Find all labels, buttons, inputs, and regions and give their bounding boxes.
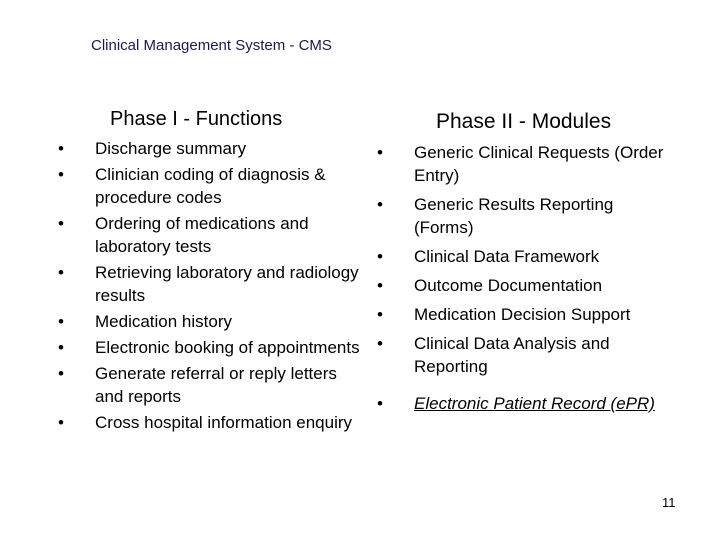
bullet-icon: • xyxy=(377,305,383,324)
epr-link-text[interactable]: Electronic Patient Record (ePR) xyxy=(414,394,655,413)
phase-one-heading: Phase I - Functions xyxy=(110,108,283,130)
bullet-icon: • xyxy=(58,364,64,383)
list-item xyxy=(377,245,677,268)
list-item-text: Generic Results Reporting (Forms) xyxy=(414,195,614,237)
bullet-icon: • xyxy=(58,413,64,432)
bullet-icon: • xyxy=(58,312,64,331)
list-item-text: Medication history xyxy=(95,312,233,331)
list-item xyxy=(377,193,677,239)
bullet-icon: • xyxy=(58,338,64,357)
list-item xyxy=(58,163,363,209)
list-item-text: Ordering of medications and laboratory tests xyxy=(95,214,309,256)
list-item-text: Generate referral or reply letters and reports xyxy=(95,364,337,406)
bullet-icon: • xyxy=(377,143,383,162)
phase-two-heading: Phase II - Modules xyxy=(436,110,612,133)
list-item xyxy=(58,310,363,333)
page-number: 11 xyxy=(662,495,676,510)
bullet-icon: • xyxy=(58,214,64,233)
list-item-text: Medication Decision Support xyxy=(414,305,631,324)
list-item xyxy=(58,261,363,307)
slide-header-title: Clinical Management System - CMS xyxy=(91,37,332,54)
list-item xyxy=(377,303,677,326)
phase-two-module-list xyxy=(377,141,677,421)
list-item xyxy=(58,137,363,160)
list-item-text: Clinician coding of diagnosis & procedure codes xyxy=(95,165,326,207)
list-item xyxy=(58,336,363,359)
list-item xyxy=(377,274,677,297)
list-item-text: Retrieving laboratory and radiology results xyxy=(95,263,359,305)
list-item-text: Outcome Documentation xyxy=(414,276,603,295)
list-item xyxy=(377,141,677,187)
list-item-text: Discharge summary xyxy=(95,139,247,158)
list-item xyxy=(58,362,363,408)
list-item-text: Electronic booking of appointments xyxy=(95,338,360,357)
bullet-icon: • xyxy=(377,247,383,266)
bullet-icon: • xyxy=(377,334,383,353)
list-item-text: Generic Clinical Requests (Order Entry) xyxy=(414,143,664,185)
phase-one-function-list xyxy=(58,137,363,437)
bullet-icon: • xyxy=(58,165,64,184)
list-item xyxy=(377,332,677,378)
bullet-icon: • xyxy=(377,394,383,413)
list-item-text: Clinical Data Framework xyxy=(414,247,600,266)
bullet-icon: • xyxy=(377,276,383,295)
bullet-icon: • xyxy=(58,139,64,158)
bullet-icon: • xyxy=(58,263,64,282)
list-item-text: Clinical Data Analysis and Reporting xyxy=(414,334,610,376)
list-item xyxy=(58,411,363,434)
epr-list-item xyxy=(377,392,677,415)
bullet-icon: • xyxy=(377,195,383,214)
list-item-text: Cross hospital information enquiry xyxy=(95,413,353,432)
list-item xyxy=(58,212,363,258)
